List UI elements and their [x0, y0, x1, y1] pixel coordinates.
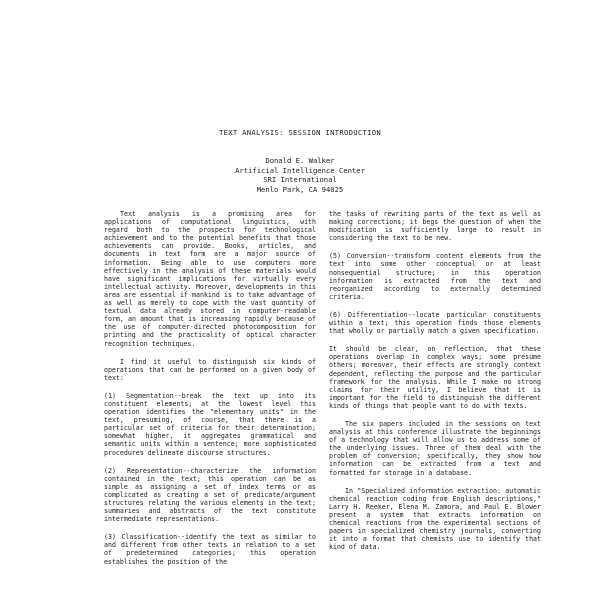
paragraph-intro: Text analysis is a promising area for applications of computational linguistics, with regard both to the prospects for technological achievement and to the potential benefits that those achievements can provide. Books, articles, and documents in text form are a major source of information. Being able to use computers more effectively in the analysis of these materials would have significant implications for virtually every intellectual activity. Moreover, developments in this area are essential if mankind is to take advantage of as well as merely to cope with the vast quantity of textual data already stored in computer-readable form, an amount that is increasing rapidly because of the use of computer-directed photocomposition for printing and the practicality of optical character recognition techniques. [104, 210, 316, 348]
author-affiliation: Artificial Intelligence Center [235, 165, 365, 175]
paragraph-reeker: In "Specialized information extraction: automatic chemical reaction coding from English descriptions," Larry H. Reeker, Elena M. Zamora, and Paul E. Blower present a system that extracts information on chemical reactions from the experimental sections of papers in specialized chemistry journals, converting it into a format that chemists use to identify that kind of data. [329, 486, 541, 552]
author-block [0, 156, 600, 194]
author-institution: SRI International [263, 175, 337, 184]
paragraph-modification-cont: the tasks of rewriting parts of the text as well as making corrections; it begs the question of when the modification is sufficiently large to result in considering the text to be new. [329, 210, 541, 243]
paragraph-differentiation: (6) Differentiation--locate particular constituents within a text; this operation finds those elements that wholly or partially match a given specification. [329, 310, 541, 336]
paragraph-six-papers: The six papers included in the sessions on text analysis at this conference illustrate the beginnings of a technology that will allow us to address some of the underlying issues. Three of them deal with the problem of conversion; specifically, they show how information can be extracted from a text and formatted for storage in a database. [329, 419, 541, 477]
paragraph-overlap: It should be clear, on reflection, that these operations overlap in complex ways; some presume others; moreover, their effects are strongly context dependent, reflecting the purpose and the particular framework for the analysis. While I make no strong claims for their utility, I believe that it is important for the field to distinguish the different kinds of things that people want to do with texts. [329, 345, 541, 410]
paragraph-conversion: (5) Conversion--transform content elements from the text into some other conceptual or at least nonsequential structure; in this operation information is extracted from the text and reorganized according to externally determined criteria. [329, 252, 541, 301]
paragraph-representation: (2) Representation--characterize the information contained in the text; this operation can be as simple as assigning a set of index terms or as complicated as creating a set of predicate/argument structures relating the various elements in the text; summaries and abstracts of the text constitute intermediate representations. [104, 466, 316, 524]
right-column [329, 210, 541, 561]
author-name: Donald E. Walker [265, 156, 335, 165]
paragraph-classification: (3) Classification--identify the text as similar to and different from other texts in relation to a set of predetermined categories; this operation establishes the position of the [104, 533, 316, 566]
paper-title: TEXT ANALYSIS: SESSION INTRODUCTION [219, 128, 381, 137]
left-column [104, 210, 316, 576]
author-location: Menlo Park, CA 94025 [256, 184, 344, 194]
paragraph-operations-lead: I find it useful to distinguish six kinds of operations that can be performed on a given body of text: [104, 357, 316, 382]
paragraph-segmentation: (1) Segmentation--break the text up into its constituent elements; at the lowest level this operation identifies the "elementary units" in the text, presuming, of course, that there is a particular set of criteria for their determination; somewhat higher, it aggregates grammatical and semantic units within a sentence; more sophisticated procedures delineate discourse structures. [104, 391, 316, 457]
